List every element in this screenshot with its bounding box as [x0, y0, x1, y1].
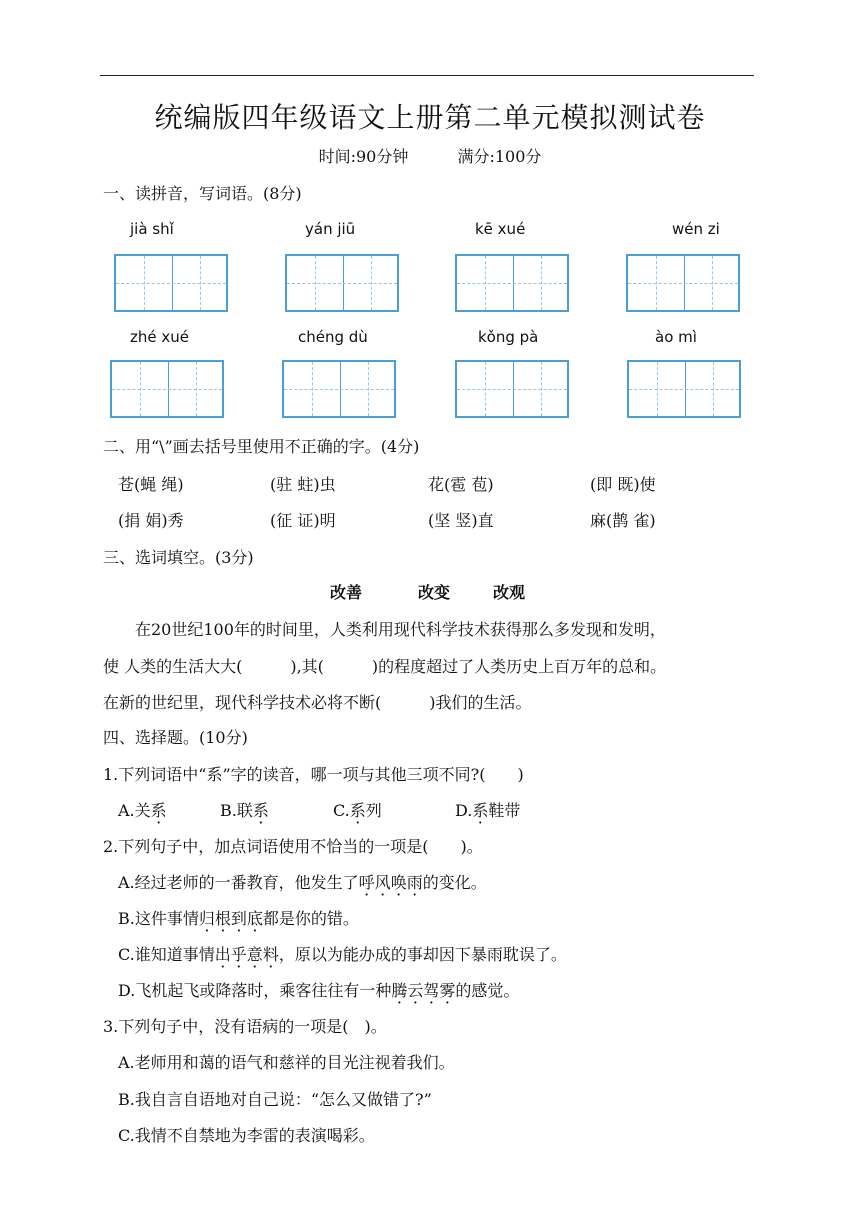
- section-2-heading: 二、用“\”画去括号里使用不正确的字。(4分): [103, 437, 420, 456]
- q1-option-c[interactable]: [333, 798, 382, 821]
- paragraph-line[interactable]: 使 人类的生活大大( ),其( )的程度超过了人类历史上百万年的总和。: [103, 657, 667, 676]
- char-choice[interactable]: (征 证)明: [270, 511, 336, 530]
- q1-option-b[interactable]: [220, 798, 269, 821]
- option-text: B.这件事情: [118, 909, 199, 928]
- section-3-heading: 三、选词填空。(3分): [103, 548, 254, 567]
- dotted-char: 唤: [390, 873, 407, 892]
- dotted-char: 系: [472, 801, 489, 820]
- dotted-char: 根: [214, 909, 231, 928]
- dotted-char: 系: [150, 801, 167, 820]
- q1-option-a[interactable]: [118, 798, 167, 821]
- char-choice[interactable]: 花(雹 苞): [428, 475, 494, 494]
- option-text: B.联: [220, 801, 253, 820]
- question-1: 1.下列词语中“系”字的读音，哪一项与其他三项不同?( ): [103, 765, 524, 784]
- word-bank-item: 改观: [493, 583, 526, 602]
- question-2: 2.下列句子中，加点词语使用不恰当的一项是( )。: [103, 837, 483, 856]
- dotted-char: 意: [246, 945, 263, 964]
- option-text: ，原以为能办成的事却因下暴雨耽误了。: [278, 945, 567, 964]
- pinyin: kǒng pà: [478, 328, 539, 346]
- option-text: C.: [333, 801, 350, 820]
- option-text: 的变化。: [422, 873, 487, 892]
- q3-option-c[interactable]: C.我情不自禁地为李雷的表演喝彩。: [118, 1126, 375, 1145]
- option-text: 都是你的错。: [262, 909, 359, 928]
- option-text: A.经过老师的一番教育，他发生了: [118, 873, 359, 892]
- option-text: D.飞机起飞或降落时，乘客往往有一种: [118, 981, 392, 1000]
- char-choice[interactable]: (捐 娟)秀: [118, 511, 184, 530]
- option-text: 鞋带: [488, 801, 521, 820]
- pinyin: zhé xué: [130, 328, 189, 346]
- paragraph-line: 在20世纪100年的时间里，人类利用现代科学技术获得那么多发现和发明，: [135, 620, 666, 639]
- dotted-phrase: [391, 981, 455, 1000]
- writing-grid[interactable]: [455, 360, 569, 418]
- option-text: 列: [365, 801, 382, 820]
- q2-option-b[interactable]: [118, 906, 359, 929]
- dotted-char: 系: [349, 801, 366, 820]
- q3-option-b[interactable]: B.我自言自语地对自己说：“怎么又做错了?”: [118, 1090, 432, 1109]
- top-rule: [100, 75, 754, 76]
- writing-grid[interactable]: [627, 360, 741, 418]
- dotted-phrase: [359, 873, 423, 892]
- writing-grid[interactable]: [110, 360, 224, 418]
- q2-option-d[interactable]: [118, 978, 519, 1001]
- paragraph-line[interactable]: 在新的世纪里，现代科学技术必将不断( )我们的生活。: [103, 693, 532, 712]
- char-choice[interactable]: 麻(鹊 雀): [590, 511, 656, 530]
- exam-meta: [0, 144, 860, 167]
- page-title: 统编版四年级语文上册第二单元模拟测试卷: [154, 101, 706, 134]
- dotted-char: 雨: [406, 873, 423, 892]
- pinyin: wén zi: [672, 220, 720, 238]
- section-1-heading: 一、读拼音，写词语。(8分): [103, 184, 302, 203]
- option-text: A.关: [118, 801, 151, 820]
- writing-grid[interactable]: [114, 254, 228, 312]
- writing-grid[interactable]: [626, 254, 740, 312]
- pinyin: ào mì: [655, 328, 697, 346]
- dotted-char: 出: [214, 945, 231, 964]
- writing-grid[interactable]: [455, 254, 569, 312]
- writing-grid[interactable]: [282, 360, 396, 418]
- dotted-char: 料: [262, 945, 279, 964]
- dotted-char: 呼: [358, 873, 375, 892]
- dotted-char: 到: [230, 909, 247, 928]
- char-choice[interactable]: (即 既)使: [590, 475, 656, 494]
- time-limit: 时间:90分钟: [318, 147, 409, 166]
- dotted-char: 云: [407, 981, 424, 1000]
- option-text: C.谁知道事情: [118, 945, 215, 964]
- dotted-char: 风: [374, 873, 391, 892]
- dotted-char: 归: [198, 909, 215, 928]
- char-choice[interactable]: 苍(蝇 绳): [118, 475, 184, 494]
- word-bank-item: 改善: [330, 583, 363, 602]
- char-choice[interactable]: (驻 蛀)虫: [270, 475, 336, 494]
- dotted-char: 雾: [439, 981, 456, 1000]
- dotted-char: 乎: [230, 945, 247, 964]
- pinyin: jià shǐ: [130, 220, 174, 238]
- dotted-phrase: [199, 909, 263, 928]
- dotted-char: 驾: [423, 981, 440, 1000]
- q2-option-c[interactable]: [118, 942, 567, 965]
- pinyin: yán jiū: [305, 220, 356, 238]
- q2-option-a[interactable]: [118, 870, 487, 893]
- word-bank-item: 改变: [418, 583, 451, 602]
- q1-option-d[interactable]: [455, 798, 520, 821]
- dotted-char: 底: [246, 909, 263, 928]
- dotted-char: 腾: [391, 981, 408, 1000]
- dotted-char: 系: [252, 801, 269, 820]
- char-choice[interactable]: (坚 竖)直: [428, 511, 494, 530]
- pinyin: kē xué: [475, 220, 526, 238]
- dotted-phrase: [215, 945, 279, 964]
- option-text: 的感觉。: [455, 981, 520, 1000]
- q3-option-a[interactable]: A.老师用和蔼的语气和慈祥的目光注视着我们。: [118, 1053, 455, 1072]
- full-score: 满分:100分: [457, 147, 542, 166]
- question-3: 3.下列句子中，没有语病的一项是( )。: [103, 1017, 387, 1036]
- section-4-heading: 四、选择题。(10分): [103, 728, 248, 747]
- writing-grid[interactable]: [285, 254, 399, 312]
- pinyin: chéng dù: [298, 328, 368, 346]
- option-text: D.: [455, 801, 473, 820]
